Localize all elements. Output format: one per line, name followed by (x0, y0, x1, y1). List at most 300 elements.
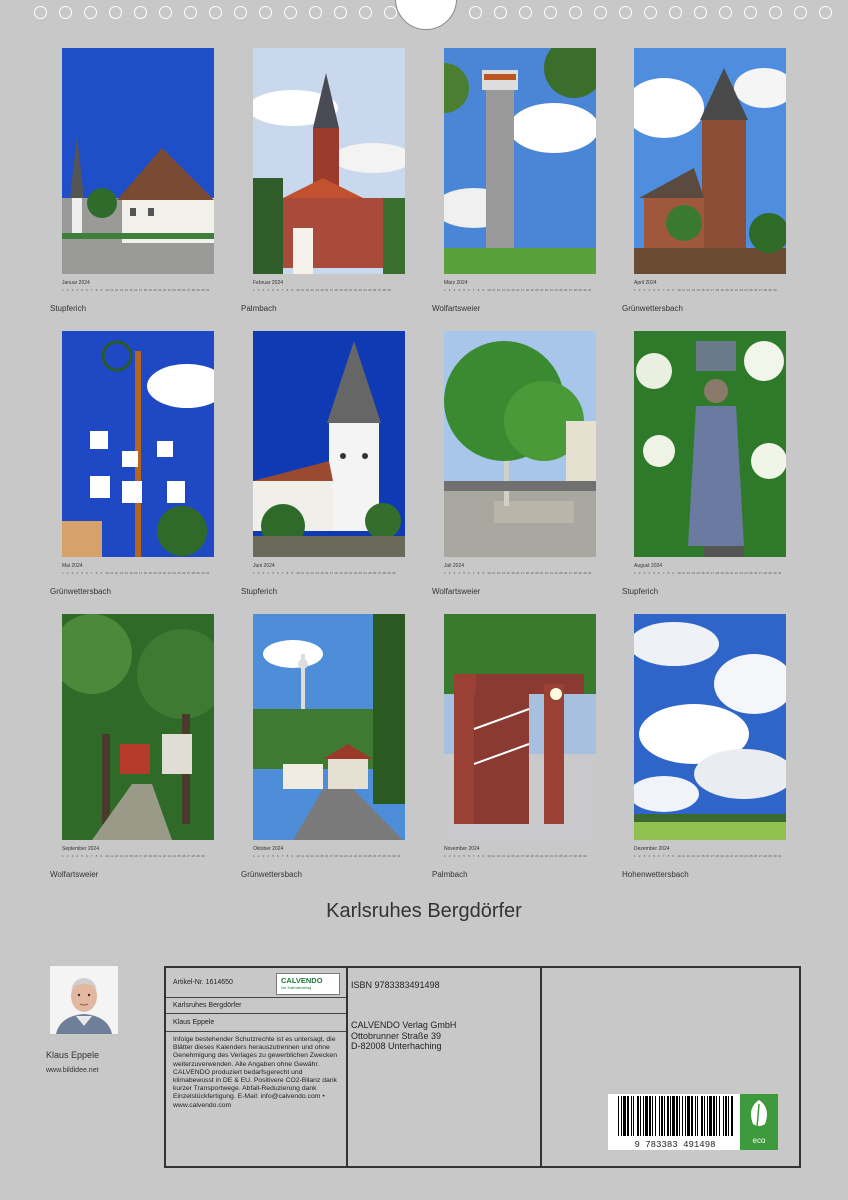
day-number: 13 (501, 288, 505, 292)
binding-ring-icon (544, 6, 557, 19)
calvendo-logo-text: CALVENDO (281, 976, 323, 985)
day-number: 20 (725, 854, 729, 858)
location-caption: Stupferich (241, 587, 278, 596)
day-number: 9 (100, 288, 103, 292)
month-name: Dezember 2024 (634, 846, 670, 852)
day-strip (253, 288, 405, 298)
day-number: 13 (691, 288, 695, 292)
day-number: 12 (496, 571, 501, 575)
day-number: 1 (444, 571, 446, 575)
day-strip (444, 288, 596, 298)
month-photo (444, 48, 596, 274)
day-number: 26 (754, 854, 758, 858)
calendar-title: Karlsruhes Bergdörfer (326, 900, 522, 922)
month-photo (634, 48, 786, 274)
day-number: 3 (643, 854, 646, 858)
info-column-article (166, 968, 348, 1166)
day-number: 24 (172, 854, 176, 858)
day-number: 16 (134, 571, 138, 575)
day-number: 7 (662, 571, 665, 575)
day-number: 14 (506, 288, 510, 292)
day-number: 2 (66, 571, 69, 575)
binding-ring-icon (744, 6, 757, 19)
day-number: 23 (739, 854, 743, 858)
title-row (166, 998, 346, 1014)
day-number: 1 (444, 288, 446, 292)
calvendo-logo (276, 973, 340, 995)
publisher-line: Ottobrunner Straße 39 (351, 1030, 442, 1041)
day-number: 6 (658, 288, 660, 292)
day-number: 5 (653, 288, 655, 292)
day-number: 29 (578, 288, 582, 292)
day-number: 22 (162, 571, 167, 575)
day-number: 21 (158, 854, 162, 858)
binding-ring-icon (619, 6, 632, 19)
day-number: 27 (758, 854, 763, 858)
day-number: 10 (677, 854, 681, 858)
day-number: 24 (363, 571, 367, 575)
day-number: 8 (667, 288, 670, 292)
day-number: 26 (182, 288, 186, 292)
day-number: 8 (286, 854, 289, 858)
info-box (164, 966, 801, 1168)
day-number: 20 (344, 288, 348, 292)
day-number: 3 (71, 571, 74, 575)
binding-ring-icon (519, 6, 532, 19)
day-number: 30 (201, 288, 205, 292)
month-photo (634, 331, 786, 557)
day-number: 17 (710, 571, 715, 575)
month-name: Juli 2024 (444, 563, 465, 569)
binding-ring-icon (719, 6, 732, 19)
day-number: 1 (62, 288, 64, 292)
day-number: 15 (320, 288, 324, 292)
location-caption: Wolfartsweier (432, 304, 481, 313)
day-number: 12 (305, 288, 310, 292)
day-number: 30 (201, 571, 205, 575)
day-number: 4 (648, 571, 651, 575)
author-portrait (50, 966, 118, 1034)
location-caption: Grünwettersbach (622, 304, 683, 313)
day-number: 4 (267, 288, 270, 292)
day-number: 31 (588, 288, 592, 292)
day-number: 22 (544, 288, 549, 292)
day-number: 19 (148, 571, 152, 575)
day-number: 14 (506, 571, 510, 575)
day-number: 23 (358, 854, 362, 858)
binding-ring-icon (309, 6, 322, 19)
day-number: 5 (81, 288, 83, 292)
author-name: Klaus Eppele (46, 1050, 100, 1060)
day-number: 8 (95, 288, 98, 292)
day-number: 22 (544, 571, 549, 575)
day-number: 18 (525, 288, 529, 292)
day-number: 28 (763, 571, 767, 575)
day-number: 27 (568, 571, 573, 575)
day-number: 15 (129, 571, 133, 575)
day-number: 6 (86, 854, 88, 858)
binding-ring-icon (184, 6, 197, 19)
day-number: 6 (277, 288, 279, 292)
day-number: 5 (81, 571, 83, 575)
day-number: 14 (315, 854, 319, 858)
day-number: 27 (377, 571, 382, 575)
day-number: 16 (134, 854, 138, 858)
day-number: 24 (554, 854, 558, 858)
location-caption: Palmbach (241, 304, 277, 313)
day-number: 8 (286, 288, 289, 292)
day-number: 10 (105, 288, 109, 292)
day-number: 28 (763, 854, 767, 858)
day-number: 26 (564, 571, 568, 575)
month-name: Februar 2024 (253, 280, 284, 286)
day-number: 22 (734, 288, 739, 292)
month-name: September 2024 (62, 846, 99, 852)
info-author: Klaus Eppele (173, 1019, 215, 1026)
day-number: 19 (530, 288, 534, 292)
day-number: 9 (100, 854, 103, 858)
day-number: 18 (334, 571, 338, 575)
day-number: 14 (124, 571, 128, 575)
day-strip (253, 571, 405, 581)
day-number: 8 (477, 288, 480, 292)
day-number: 23 (739, 571, 743, 575)
binding-ring-icon (569, 6, 582, 19)
location-caption: Grünwettersbach (50, 587, 111, 596)
day-number: 9 (100, 571, 103, 575)
day-number: 12 (686, 854, 691, 858)
day-number: 1 (253, 288, 255, 292)
day-number: 16 (706, 854, 710, 858)
day-number: 6 (277, 854, 279, 858)
hanger-hole (395, 0, 457, 30)
day-number: 13 (310, 288, 314, 292)
day-number: 21 (349, 854, 353, 858)
day-number: 22 (353, 571, 358, 575)
day-number: 15 (320, 571, 324, 575)
day-number: 2 (448, 288, 451, 292)
day-number: 5 (272, 288, 274, 292)
day-number: 18 (143, 288, 147, 292)
day-number: 5 (81, 854, 83, 858)
day-number: 9 (672, 571, 675, 575)
day-number: 15 (701, 571, 705, 575)
day-number: 20 (725, 288, 729, 292)
day-number: 21 (349, 571, 353, 575)
day-number: 31 (778, 854, 782, 858)
day-number: 14 (124, 288, 128, 292)
day-number: 21 (158, 288, 162, 292)
day-number: 10 (487, 571, 491, 575)
day-number: 4 (648, 854, 651, 858)
day-number: 18 (143, 571, 147, 575)
barcode-number: 9 783383 491498 (608, 1140, 742, 1150)
day-number: 21 (540, 854, 544, 858)
day-number: 25 (749, 854, 753, 858)
day-number: 19 (148, 288, 152, 292)
day-number: 2 (448, 854, 451, 858)
article-number: Artikel-Nr. 1614650 (173, 979, 233, 986)
day-strip (62, 288, 214, 298)
day-number: 10 (105, 854, 109, 858)
day-number: 7 (472, 288, 475, 292)
day-number: 6 (468, 854, 470, 858)
day-number: 23 (167, 288, 171, 292)
day-number: 28 (382, 854, 386, 858)
day-number: 9 (482, 288, 485, 292)
month-name: April 2024 (634, 280, 657, 286)
day-number: 17 (710, 854, 715, 858)
day-number: 23 (739, 288, 743, 292)
day-number: 26 (373, 288, 377, 292)
day-number: 30 (773, 854, 777, 858)
day-number: 7 (472, 854, 475, 858)
day-number: 17 (520, 854, 525, 858)
day-number: 5 (463, 288, 465, 292)
day-number: 5 (653, 854, 655, 858)
day-number: 9 (291, 571, 294, 575)
eco-label: eco (752, 1136, 766, 1145)
location-caption: Stupferich (622, 587, 659, 596)
day-number: 30 (583, 571, 587, 575)
day-number: 2 (638, 571, 641, 575)
day-strip (444, 854, 596, 864)
day-number: 27 (186, 288, 191, 292)
binding-ring-icon (134, 6, 147, 19)
binding-ring-icon (159, 6, 172, 19)
day-number: 23 (549, 571, 553, 575)
day-number: 21 (730, 854, 734, 858)
day-number: 5 (272, 854, 274, 858)
binding-ring-icon (794, 6, 807, 19)
day-number: 14 (315, 571, 319, 575)
day-number: 24 (554, 288, 558, 292)
day-number: 17 (520, 288, 525, 292)
day-number: 3 (453, 288, 456, 292)
day-number: 28 (763, 288, 767, 292)
month-photo (634, 614, 786, 840)
day-number: 8 (286, 571, 289, 575)
day-number: 29 (768, 571, 772, 575)
day-number: 15 (320, 854, 324, 858)
day-number: 28 (382, 571, 386, 575)
day-number: 10 (677, 571, 681, 575)
day-number: 30 (392, 854, 396, 858)
day-number: 26 (754, 571, 758, 575)
day-number: 12 (305, 571, 310, 575)
day-number: 6 (86, 571, 88, 575)
month-name: Oktober 2024 (253, 846, 284, 852)
day-number: 13 (119, 571, 123, 575)
day-number: 6 (86, 288, 88, 292)
month-photo (444, 331, 596, 557)
day-number: 8 (95, 571, 98, 575)
day-number: 22 (734, 854, 739, 858)
info-column-publisher (348, 968, 542, 1166)
day-number: 11 (682, 571, 686, 575)
day-number: 26 (564, 854, 568, 858)
day-number: 18 (715, 288, 719, 292)
day-number: 9 (482, 854, 485, 858)
day-number: 31 (206, 288, 210, 292)
day-number: 25 (368, 571, 372, 575)
month-name: März 2024 (444, 280, 468, 286)
day-number: 10 (487, 288, 491, 292)
location-caption: Stupferich (50, 304, 87, 313)
day-number: 17 (710, 288, 715, 292)
day-number: 17 (138, 854, 143, 858)
publisher-line: D-82008 Unterhaching (351, 1041, 442, 1051)
day-number: 24 (744, 288, 748, 292)
day-number: 11 (110, 288, 114, 292)
day-number: 15 (701, 288, 705, 292)
day-number: 7 (90, 571, 93, 575)
day-number: 10 (105, 571, 109, 575)
day-number: 1 (634, 288, 636, 292)
day-number: 30 (392, 571, 396, 575)
day-number: 10 (677, 288, 681, 292)
day-number: 28 (191, 854, 195, 858)
day-number: 27 (568, 288, 573, 292)
day-number: 29 (387, 854, 391, 858)
day-number: 16 (134, 288, 138, 292)
day-number: 27 (186, 571, 191, 575)
day-number: 22 (353, 854, 358, 858)
day-number: 11 (301, 288, 305, 292)
day-number: 19 (530, 571, 534, 575)
day-number: 26 (754, 288, 758, 292)
day-number: 18 (143, 854, 147, 858)
month-name: Mai 2024 (62, 563, 83, 569)
day-number: 20 (153, 854, 157, 858)
day-number: 4 (76, 571, 79, 575)
day-number: 21 (158, 571, 162, 575)
day-number: 7 (662, 288, 665, 292)
binding-ring-icon (769, 6, 782, 19)
day-number: 28 (573, 288, 577, 292)
day-number: 3 (71, 288, 74, 292)
isbn: ISBN 9783383491498 (351, 980, 440, 990)
day-number: 9 (482, 571, 485, 575)
day-number: 17 (329, 288, 334, 292)
day-number: 28 (573, 854, 577, 858)
binding-ring-icon (259, 6, 272, 19)
day-number: 14 (506, 854, 510, 858)
day-number: 17 (329, 854, 334, 858)
day-number: 15 (129, 854, 133, 858)
binding-ring-icon (234, 6, 247, 19)
day-number: 4 (267, 571, 270, 575)
day-number: 18 (525, 571, 529, 575)
location-caption: Wolfartsweier (50, 870, 99, 879)
day-number: 29 (768, 854, 772, 858)
day-number: 29 (387, 571, 391, 575)
day-number: 29 (768, 288, 772, 292)
eco-badge (740, 1094, 778, 1150)
day-number: 8 (477, 854, 480, 858)
day-number: 16 (325, 288, 329, 292)
day-number: 16 (516, 854, 520, 858)
day-number: 22 (734, 571, 739, 575)
barcode (608, 1094, 742, 1150)
day-number: 9 (291, 288, 294, 292)
day-number: 4 (267, 854, 270, 858)
day-number: 25 (559, 288, 563, 292)
day-number: 21 (540, 288, 544, 292)
day-number: 27 (758, 571, 763, 575)
day-number: 27 (377, 854, 382, 858)
day-number: 12 (496, 288, 501, 292)
month-photo (253, 331, 405, 557)
day-number: 17 (138, 571, 143, 575)
day-number: 2 (638, 288, 641, 292)
location-caption: Wolfartsweier (432, 587, 481, 596)
day-number: 25 (368, 288, 372, 292)
binding-ring-icon (359, 6, 372, 19)
day-number: 6 (468, 288, 470, 292)
day-number: 28 (191, 288, 195, 292)
day-number: 7 (281, 288, 284, 292)
day-number: 12 (496, 854, 501, 858)
day-number: 25 (177, 288, 181, 292)
day-number: 2 (257, 854, 260, 858)
day-number: 27 (186, 854, 191, 858)
day-number: 1 (634, 571, 636, 575)
day-number: 6 (277, 571, 279, 575)
day-number: 23 (167, 571, 171, 575)
binding-ring-icon (819, 6, 832, 19)
day-number: 26 (182, 571, 186, 575)
day-number: 4 (458, 288, 461, 292)
binding-ring-icon (84, 6, 97, 19)
day-number: 11 (110, 854, 114, 858)
day-number: 12 (114, 854, 119, 858)
location-caption: Palmbach (432, 870, 468, 879)
day-number: 24 (554, 571, 558, 575)
day-number: 3 (262, 571, 265, 575)
binding-ring-icon (59, 6, 72, 19)
day-number: 13 (310, 854, 314, 858)
calvendo-tagline: Der Kalenderverlag (281, 986, 312, 990)
day-number: 13 (119, 288, 123, 292)
day-number: 1 (62, 854, 64, 858)
day-number: 14 (315, 288, 319, 292)
day-number: 26 (182, 854, 186, 858)
day-number: 16 (325, 571, 329, 575)
day-number: 15 (701, 854, 705, 858)
day-number: 11 (492, 854, 496, 858)
day-number: 20 (535, 571, 539, 575)
day-number: 5 (463, 571, 465, 575)
location-caption: Hohenwettersbach (622, 870, 689, 879)
day-number: 4 (76, 854, 79, 858)
day-number: 11 (492, 571, 496, 575)
day-number: 20 (535, 854, 539, 858)
location-caption: Grünwettersbach (241, 870, 302, 879)
day-number: 18 (334, 288, 338, 292)
day-number: 24 (744, 854, 748, 858)
day-number: 3 (262, 854, 265, 858)
day-number: 24 (744, 571, 748, 575)
day-number: 1 (253, 854, 255, 858)
day-number: 13 (119, 854, 123, 858)
day-number: 31 (778, 571, 782, 575)
day-number: 8 (667, 854, 670, 858)
author-row (166, 1014, 346, 1032)
day-number: 9 (672, 854, 675, 858)
day-number: 4 (458, 571, 461, 575)
day-number: 11 (110, 571, 114, 575)
